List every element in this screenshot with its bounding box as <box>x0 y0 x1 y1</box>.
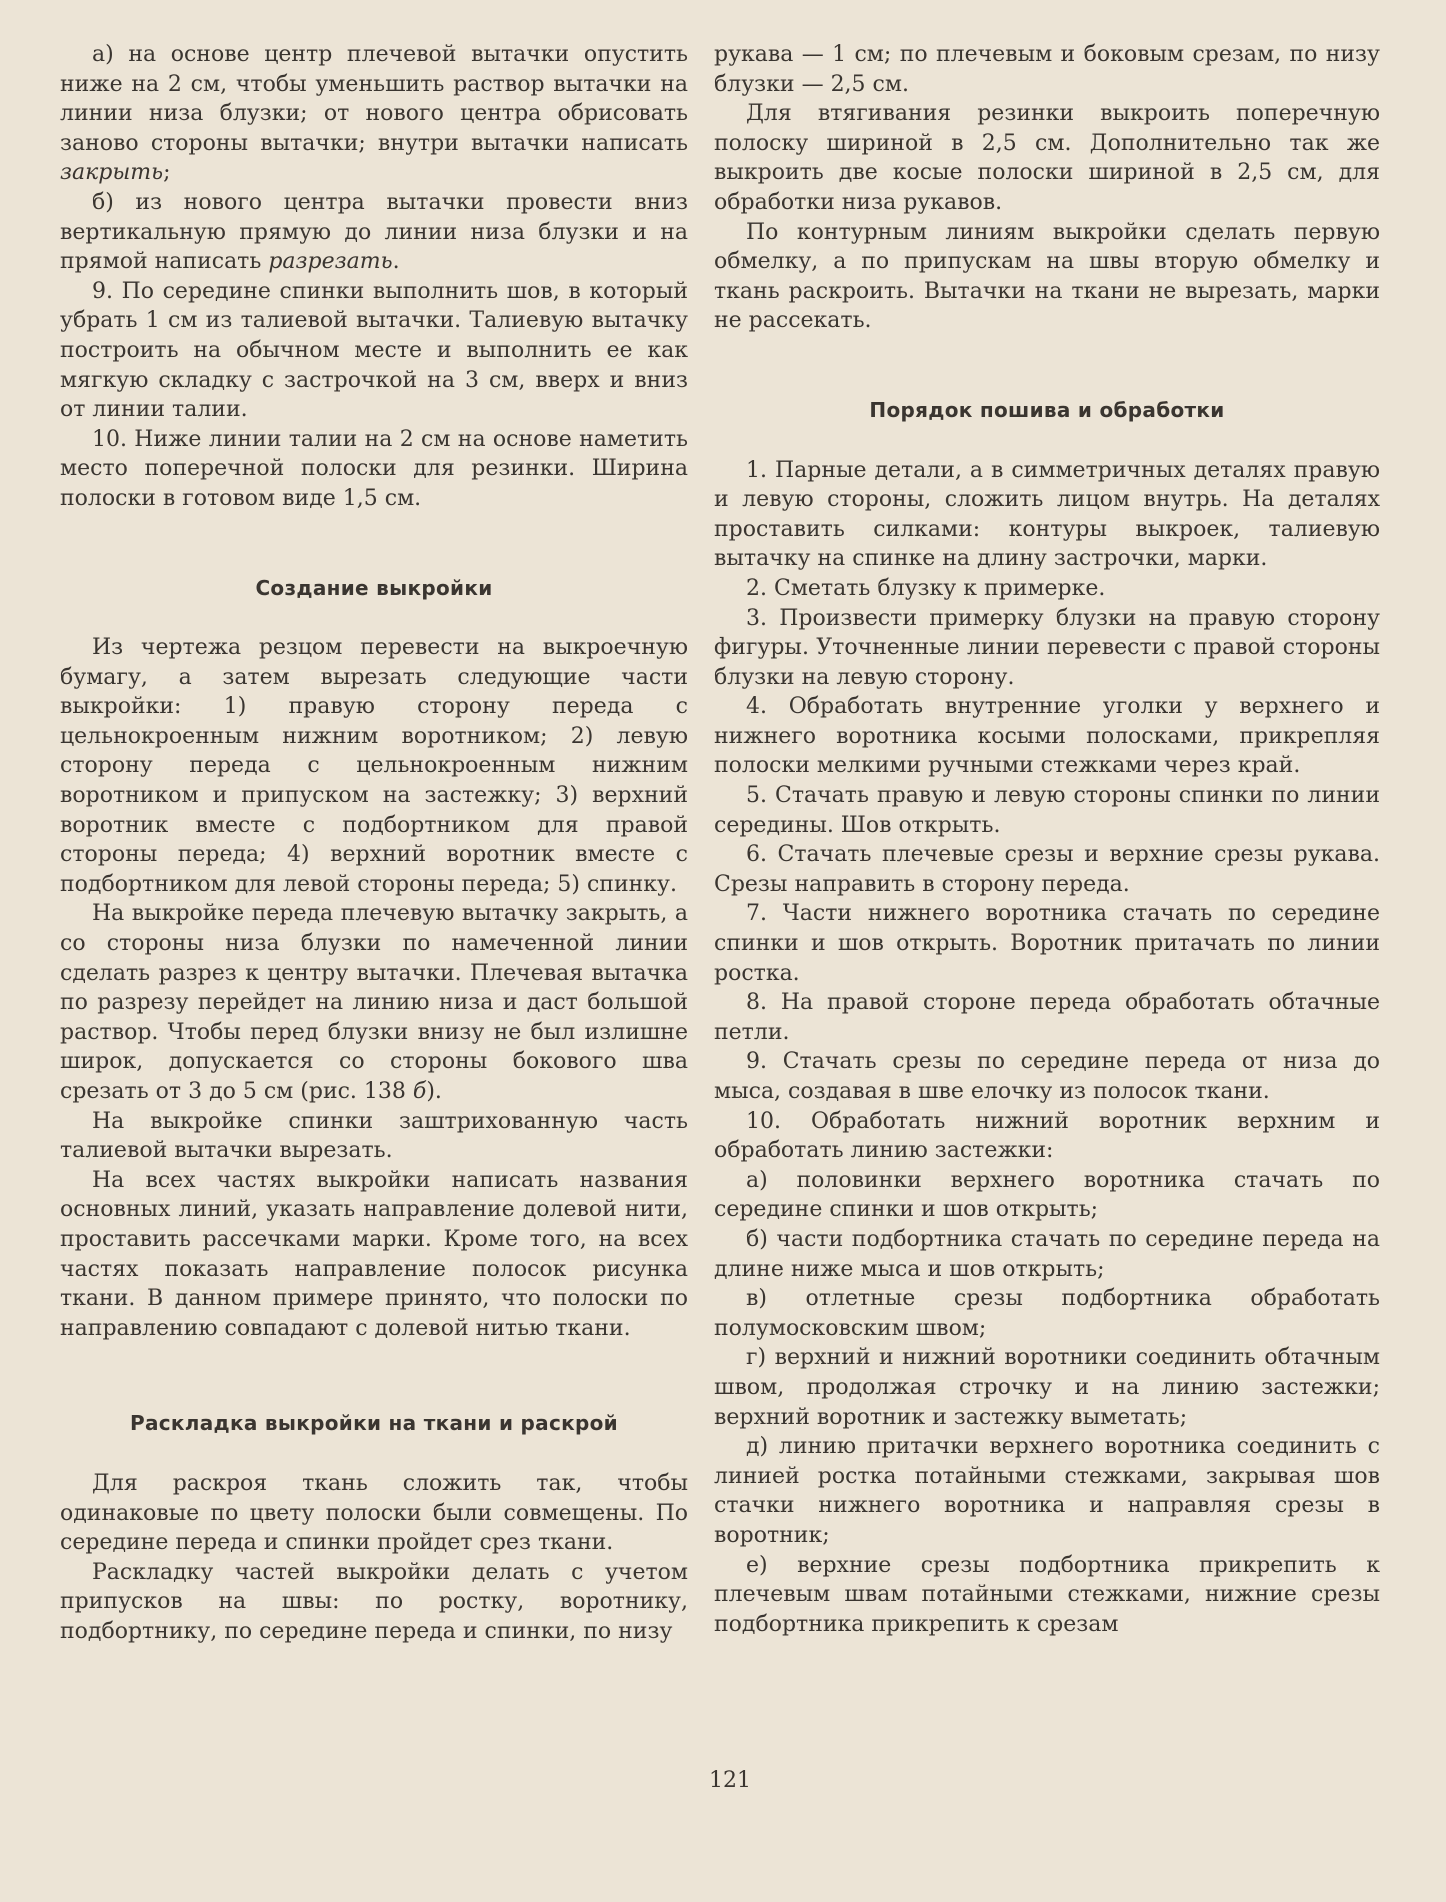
text-run: . <box>392 249 400 275</box>
spacer <box>60 1439 688 1469</box>
paragraph-allowances-cont: рукава — 1 см; по плечевым и боковым срезам, по низу блузки — 2,5 см. <box>714 42 1380 97</box>
paragraph-back-pattern: На выкройке спинки заштрихованную часть талиевой вытачки вырезать. <box>60 1108 688 1164</box>
text-run: а) на основе центр плечевой вытачки опустить ниже на 2 см, чтобы уменьшить раствор вытачки на линии низа блузки; от нового центра обрисовать заново стороны вытачки; внутри вытачки написать <box>60 42 688 156</box>
step-3: 3. Произвести примерку блузки на правую сторону фигуры. Уточненные линии перевести с правой стороны блузки на левую сторону. <box>714 605 1380 690</box>
spacer <box>714 336 1380 396</box>
paragraph-labels: На всех частях выкройки написать названия основных линий, указать направление долевой нити, проставить рассечками марки. Кроме того, на всех частях показать направление полосок рисунка ткани. В данном примере принято, что полоски по направлению совпадают с долевой нитью ткани. <box>60 1167 688 1341</box>
paragraph-pattern-parts: Из чертежа резцом перевести на выкроечную бумагу, а затем вырезать следующие части выкройки: 1) правую сторону переда с цельнокроенным нижним воротником; 2) левую сторону переда с цельнокроенным нижним воротником и припуском на застежку; 3) верхний воротник вместе с подбортником для правой стороны переда; 4) верхний воротник вместе с подбортником для левой стороны переда; 5) спинку. <box>60 635 688 897</box>
paragraph-chalk-marking: По контурным линиям выкройки сделать первую обмелку, а по припускам на швы вторую обмелку и ткань раскроить. Вытачки на ткани не вырезать, марки не рассекать. <box>714 219 1380 334</box>
text-run: ; <box>163 160 171 186</box>
spacer <box>60 603 688 633</box>
step-10e: д) линию притачки верхнего воротника соединить с линией ростка потайными стежками, закрывая шов стачки нижнего воротника и направляя срезы в воротник; <box>714 1434 1380 1548</box>
step-7: 7. Части нижнего воротника стачать по середине спинки и шов открыть. Воротник притачать по линии ростка. <box>714 901 1380 986</box>
paragraph-a <box>60 40 688 188</box>
section-heading-layout-cutting: Раскладка выкройки на ткани и раскрой <box>130 1411 618 1436</box>
italic-word: б <box>412 1079 427 1104</box>
paragraph-9: 9. По середине спинки выполнить шов, в который убрать 1 см из талиевой вытачки. Талиевую вытачку построить на обычном месте и выполнить ее как мягкую складку с застрочкой на 3 см, вверх и вниз от линии талии. <box>60 278 688 423</box>
step-5: 5. Стачать правую и левую стороны спинки по линии середины. Шов открыть. <box>714 783 1380 838</box>
paragraph-10: 10. Ниже линии талии на 2 см на основе наметить место поперечной полоски для резинки. Ширина полоски в готовом виде 1,5 см. <box>60 426 688 511</box>
step-9: 9. Стачать срезы по середине переда от низа до мыса, создавая в шве елочку из полосок ткани. <box>714 1049 1380 1104</box>
paragraph-seam-allowances: Раскладку частей выкройки делать с учетом припусков на швы: по ростку, воротнику, подбортнику, по середине переда и спинки, по низу <box>60 1559 688 1644</box>
step-10a: а) половинки верхнего воротника стачать по середине спинки и шов открыть; <box>714 1167 1380 1223</box>
step-1: 1. Парные детали, а в симметричных деталях правую и левую стороны, сложить лицом внутрь. На деталях проставить силками: контуры выкроек, талиевую вытачку на спинке на длину застрочки, марки. <box>714 457 1380 572</box>
right-column <box>714 40 1380 1639</box>
step-8: 8. На правой стороне переда обработать обтачные петли. <box>714 990 1380 1045</box>
paragraph-b <box>60 188 688 277</box>
paragraph-elastic-strip: Для втягивания резинки выкроить поперечную полоску шириной в 2,5 см. Дополнительно так же выкроить две косые полоски шириной в 2,5 см, для обработки низа рукавов. <box>714 101 1380 215</box>
section-heading-sewing-order: Порядок пошива и обработки <box>869 397 1225 422</box>
italic-word: разрезать <box>268 249 393 275</box>
step-10d: г) верхний и нижний воротники соединить обтачным швом, продолжая строчку и на линию застежки; верхний воротник и застежку выметать; <box>714 1345 1380 1430</box>
text-run: На выкройке переда плечевую вытачку закрыть, а со стороны низа блузки по намеченной линии сделать разрез к центру вытачки. Плечевая вытачка по разрезу перейдет на линию низа и даст большой раствор. Чтобы перед блузки внизу не был излишне широк, допускается со стороны бокового шва срезать от 3 до 5 см (рис. 138 <box>60 901 688 1104</box>
text-run: б) из нового центра вытачки провести вниз вертикальную прямую до линии низа блузки и на прямой написать <box>60 189 688 275</box>
spacer <box>60 1343 688 1409</box>
step-2: 2. Сметать блузку к примерке. <box>746 575 1106 601</box>
step-4: 4. Обработать внутренние уголки у верхнего и нижнего воротника косыми полосками, прикрепляя полоски мелкими ручными стежками через край. <box>714 694 1380 779</box>
step-10f: е) верхние срезы подбортника прикрепить к плечевым швам потайными стежками, нижние срезы подбортника прикрепить к срезам <box>714 1552 1380 1637</box>
spacer <box>60 514 688 574</box>
paragraph-fabric-folding: Для раскроя ткань сложить так, чтобы одинаковые по цвету полоски были совмещены. По середине переда и спинки пройдет срез ткани. <box>60 1470 688 1556</box>
page-number: 121 <box>709 1768 751 1793</box>
left-column <box>60 40 688 1647</box>
step-10b: б) части подбортника стачать по середине переда на длине ниже мыса и шов открыть; <box>714 1226 1380 1282</box>
text-run: ). <box>426 1079 442 1104</box>
step-10: 10. Обработать нижний воротник верхним и обработать линию застежки: <box>714 1108 1380 1164</box>
paragraph-front-pattern <box>60 899 688 1106</box>
step-6: 6. Стачать плечевые срезы и верхние срезы рукава. Срезы направить в сторону переда. <box>714 842 1380 897</box>
italic-word: закрыть <box>60 160 164 186</box>
step-10c: в) отлетные срезы подбортника обработать полумосковским швом; <box>714 1286 1380 1341</box>
spacer <box>714 426 1380 456</box>
section-heading-create-pattern: Создание выкройки <box>255 575 493 600</box>
